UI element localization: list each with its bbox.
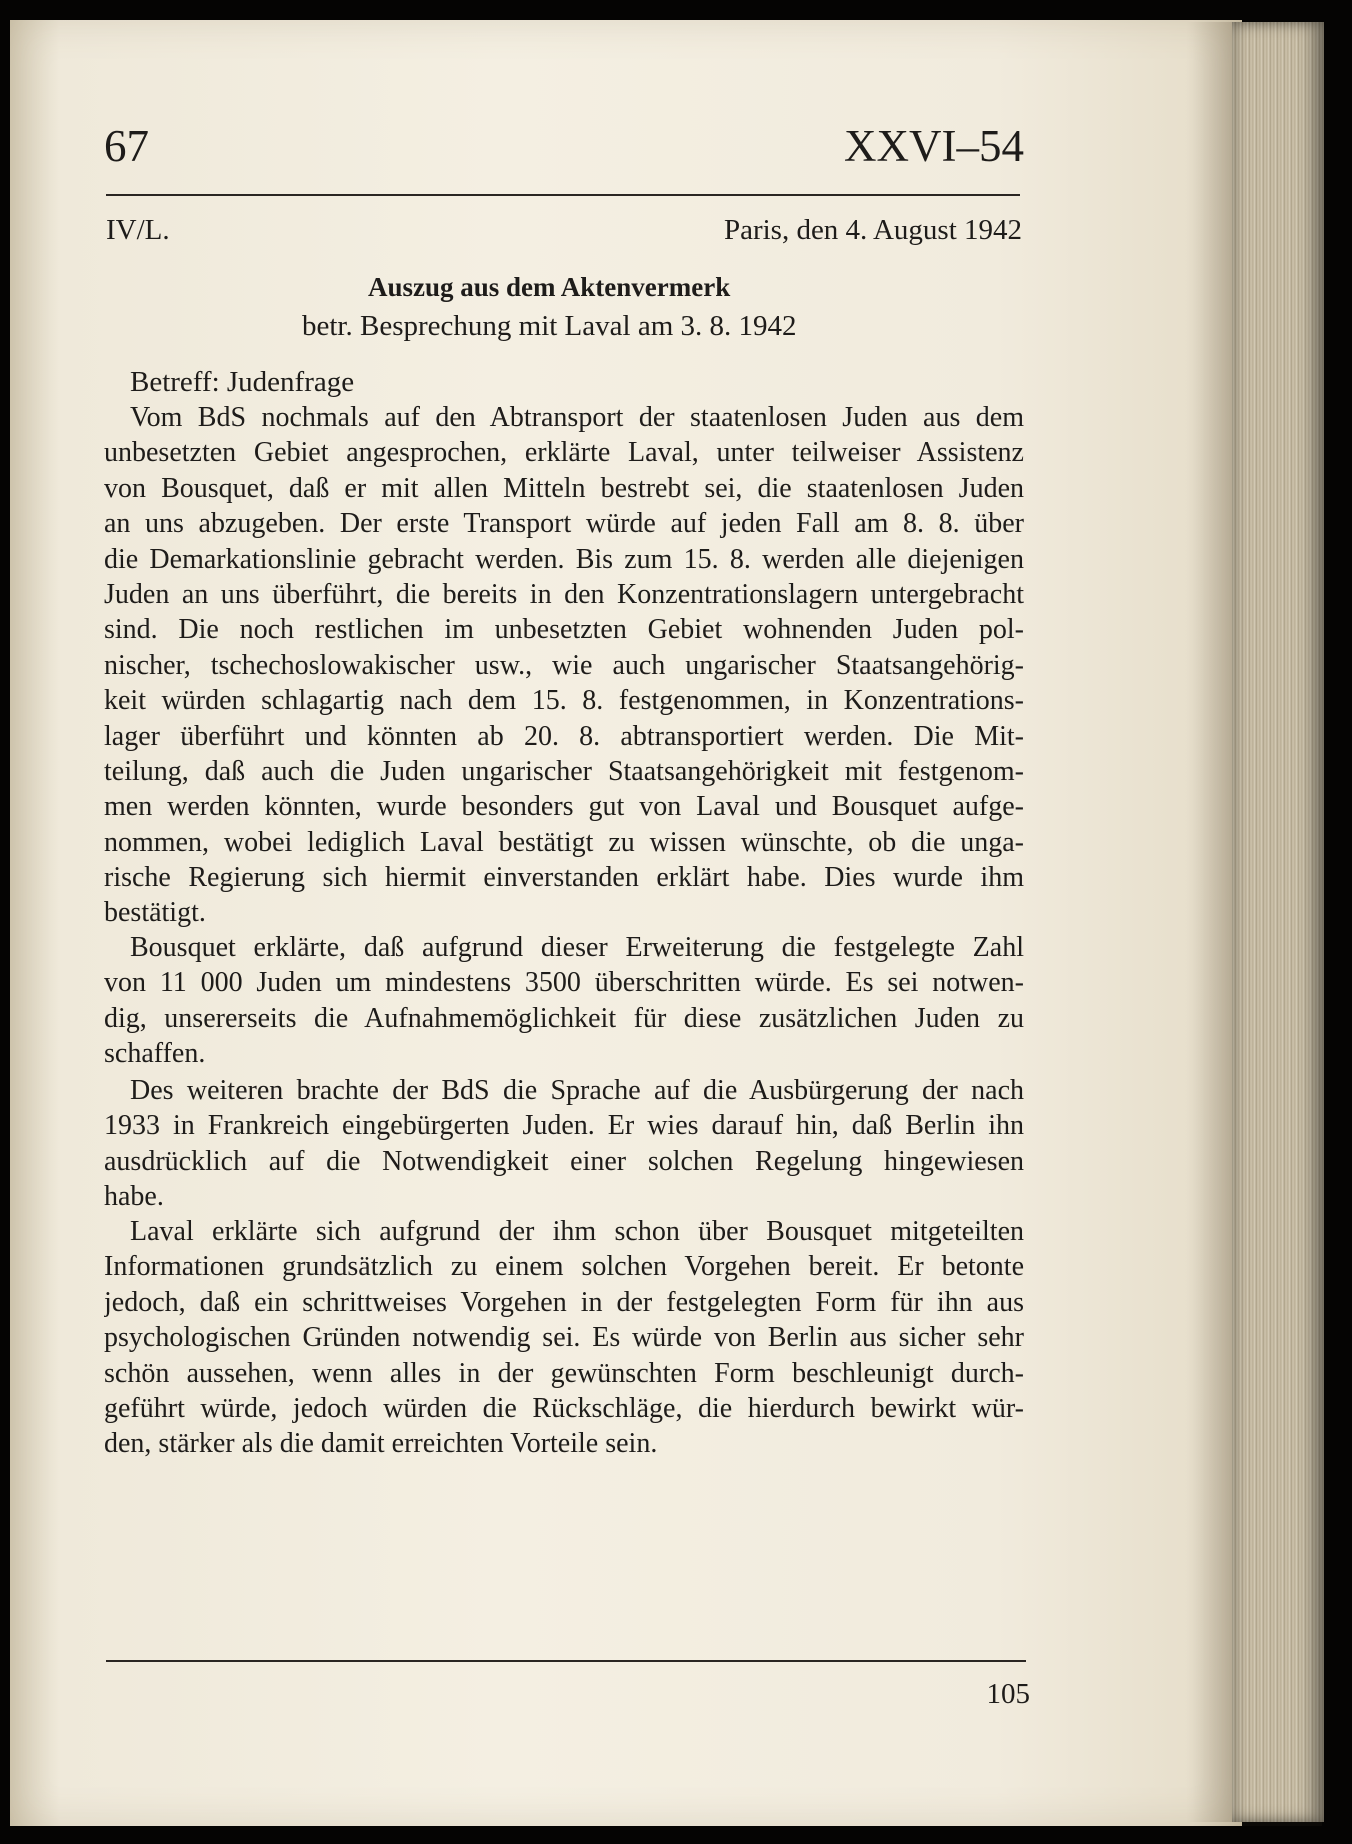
paragraph-line: 1933 in Frankreich eingebürgerten Juden. Er wies darauf hin, daß Berlin ihn <box>104 1110 1024 1142</box>
paragraph-line: Des weiteren brachte der BdS die Sprache auf die Ausbürgerung der nach <box>130 1075 1024 1106</box>
scan-border-bottom <box>0 1826 1352 1844</box>
paragraph-line: habe. <box>104 1181 164 1213</box>
paragraph-line: schaffen. <box>104 1038 206 1070</box>
page-reference: 67 <box>104 121 149 171</box>
place-and-date: Paris, den 4. August 1942 <box>723 214 1022 246</box>
paragraph <box>104 930 1024 1072</box>
page-number: 105 <box>986 1678 1030 1710</box>
paragraph-line: an uns abzugeben. Der erste Transport würde auf jeden Fall am 8. 8. über <box>104 508 1024 540</box>
paragraph <box>104 400 1024 931</box>
document-title: Auszug aus dem Aktenvermerk <box>368 272 731 302</box>
paragraph-line: die Demarkationslinie gebracht werden. Bis zum 15. 8. werden alle diejenigen <box>104 543 1024 575</box>
paragraph-line: Laval erklärte sich aufgrund der ihm schon über Bousquet mitgeteilten <box>130 1216 1024 1247</box>
paragraph-line: keit würden schlagartig nach dem 15. 8. festgenommen, in Konzentrations- <box>104 685 1024 717</box>
paragraph <box>104 1073 1024 1215</box>
paragraph-line: unbesetzten Gebiet angesprochen, erklärte Laval, unter teilweiser Assistenz <box>104 437 1024 469</box>
paragraph-line: nischer, tschechoslowakischer usw., wie auch ungarischer Staatsangehörig- <box>104 649 1024 681</box>
paragraph-line: psychologischen Gründen notwendig sei. Es würde von Berlin aus sicher sehr <box>104 1322 1024 1354</box>
paragraph-line: lager überführt und könnten ab 20. 8. abtransportiert werden. Die Mit- <box>104 720 1024 752</box>
document-number: XXVI–54 <box>844 121 1024 171</box>
header-rule <box>106 194 1020 196</box>
paragraph-line: den, stärker als die damit erreichten Vorteile sein. <box>104 1428 658 1460</box>
page-curl-shadow <box>1186 22 1236 1822</box>
paragraph-line: schön aussehen, wenn alles in der gewünschten Form beschleunigt durch- <box>104 1357 1024 1389</box>
paragraph-line: Informationen grundsätzlich zu einem solchen Vorgehen bereit. Er betonte <box>104 1251 1024 1283</box>
paragraph-line: ausdrücklich auf die Notwendigkeit einer solchen Regelung hingewiesen <box>104 1145 1024 1177</box>
paragraph <box>104 1214 1024 1462</box>
book-page-edges <box>1232 22 1324 1822</box>
subject-line: Betreff: Judenfrage <box>130 366 355 398</box>
paragraph-line: jedoch, daß ein schrittweises Vorgehen in der festgelegten Form für ihn aus <box>104 1286 1024 1318</box>
paragraph-line: sind. Die noch restlichen im unbesetzten Gebiet wohnenden Juden pol- <box>104 614 1024 646</box>
paragraph-line: von 11 000 Juden um mindestens 3500 überschritten würde. Es sei notwen- <box>104 967 1024 999</box>
paragraph-line: Juden an uns überführt, die bereits in den Konzentrationslagern untergebracht <box>104 578 1024 610</box>
scan-border-right <box>1322 0 1352 1844</box>
document-subtitle: betr. Besprechung mit Laval am 3. 8. 1942 <box>302 310 797 342</box>
footer-rule <box>106 1660 1026 1662</box>
paragraph-line: rische Regierung sich hiermit einverstanden erklärt habe. Dies wurde ihm <box>104 862 1024 894</box>
paragraph-line: dig, unsererseits die Aufnahmemöglichkeit für diese zusätzlichen Juden zu <box>104 1002 1024 1034</box>
paragraph-line: Bousquet erklärte, daß aufgrund dieser Erweiterung die festgelegte Zahl <box>130 932 1024 963</box>
paragraph-line: nommen, wobei lediglich Laval bestätigt zu wissen wünschte, ob die unga- <box>104 826 1024 858</box>
paragraph-line: geführt würde, jedoch würden die Rückschläge, die hierdurch bewirkt wür- <box>104 1392 1024 1424</box>
paragraph-line: men werden könnten, wurde besonders gut von Laval und Bousquet aufge- <box>104 791 1024 823</box>
paragraph-line: bestätigt. <box>104 897 206 929</box>
paragraph-line: von Bousquet, daß er mit allen Mitteln bestrebt sei, die staatenlosen Juden <box>104 472 1024 504</box>
office-code: IV/L. <box>106 214 170 246</box>
paragraph-line: teilung, daß auch die Juden ungarischer Staatsangehörigkeit mit festgenom- <box>104 755 1024 787</box>
scan-border-top <box>0 0 1352 22</box>
paragraph-line: Vom BdS nochmals auf den Abtransport der staatenlosen Juden aus dem <box>130 402 1024 433</box>
